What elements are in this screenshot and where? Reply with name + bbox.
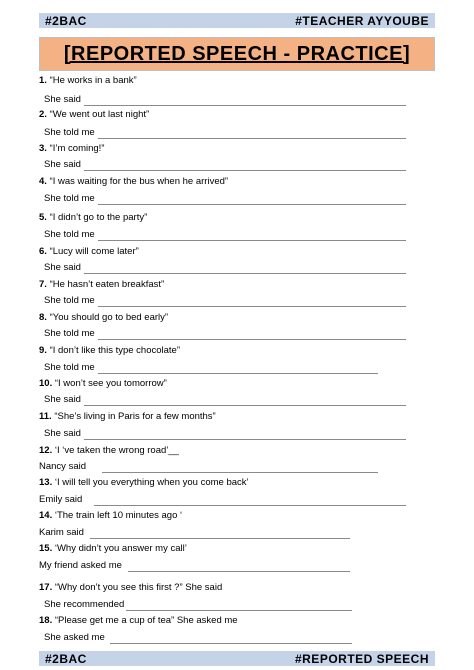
question-number: 8. [39,312,47,323]
question-number: 9. [39,345,47,356]
answer-line[interactable] [84,273,406,274]
answer-line[interactable] [98,373,378,374]
question-number: 18. [39,615,53,626]
answer-line[interactable] [98,204,406,205]
question-quote: “Please get me a cup of tea” She asked me [54,615,238,626]
question-number: 6. [39,246,47,257]
answer-label: She said [44,394,81,405]
question-number: 7. [39,279,47,290]
question-16 [39,582,222,594]
question-number: 3. [39,143,47,154]
question-quote: ‘I will tell you everything when you come back’ [54,477,249,488]
answer-line[interactable] [102,472,378,473]
answer-label: She said [44,262,81,273]
answer-line[interactable] [98,240,406,241]
question-quote: “I didn’t go to the party” [49,212,148,223]
question-number: 2. [39,109,47,120]
question-13 [39,477,249,489]
page-title: [REPORTED SPEECH - PRACTICE] [63,42,411,65]
answer-line[interactable] [84,105,406,106]
question-2 [39,109,149,121]
header-right: #TEACHER AYYOUBE [295,13,429,28]
answer-line[interactable] [84,439,406,440]
question-quote: “You should go to bed early” [49,312,169,323]
question-5 [39,212,147,224]
answer-label: She told me [44,362,95,373]
question-quote: “Why don’t you see this first ?” She said [54,582,223,593]
answer-line[interactable] [84,170,406,171]
question-number: 11. [39,411,52,422]
answer-label: She told me [44,328,95,339]
question-quote: ‘I ‘ve taken the wrong road’__ [54,445,179,456]
answer-label: She told me [44,127,95,138]
answer-line[interactable] [90,538,350,539]
question-1 [39,75,137,87]
answer-label: She recommended [44,599,125,610]
question-number: 15. [39,543,53,554]
answer-label: She told me [44,295,95,306]
question-quote: ‘The train left 10 minutes ago ‘ [54,510,183,521]
answer-label: She asked me [44,632,105,643]
question-17 [39,615,238,627]
question-8 [39,312,168,324]
question-11 [39,411,216,423]
answer-label: My friend asked me [39,560,122,571]
question-6 [39,246,139,258]
question-15 [39,543,187,555]
answer-line[interactable] [98,339,406,340]
header-band [39,13,435,28]
answer-label: Emily said [39,494,83,505]
question-quote: “I’m coming!” [49,143,105,154]
answer-line[interactable] [126,610,352,611]
header-left: #2BAC [45,13,87,28]
answer-label: She said [44,428,81,439]
answer-label: She said [44,94,81,105]
question-3 [39,143,104,155]
question-quote: “I was waiting for the bus when he arrived” [49,176,229,187]
question-quote: “He works in a bank” [49,75,137,86]
question-number: 13. [39,477,53,488]
question-4 [39,176,228,188]
question-number: 17. [39,582,53,593]
question-quote: “We went out last night” [49,109,150,120]
question-number: 12. [39,445,53,456]
question-10 [39,378,167,390]
answer-line[interactable] [98,138,406,139]
answer-label: She told me [44,229,95,240]
question-number: 14. [39,510,53,521]
question-12 [39,445,179,457]
answer-label: She said [44,159,81,170]
question-number: 1. [39,75,47,86]
answer-line[interactable] [84,405,406,406]
answer-line[interactable] [94,505,406,506]
question-number: 5. [39,212,47,223]
answer-label: Nancy said [39,461,86,472]
question-quote: “She’s living in Paris for a few months” [54,411,216,422]
answer-line[interactable] [110,643,352,644]
question-quote: “I won’t see you tomorrow” [54,378,167,389]
answer-line[interactable] [128,571,350,572]
question-quote: “Lucy will come later” [49,246,139,257]
footer-left: #2BAC [45,651,87,666]
question-quote: ‘Why didn’t you answer my call’ [54,543,187,554]
question-14 [39,510,182,522]
answer-line[interactable] [98,306,406,307]
question-9 [39,345,180,357]
question-number: 10. [39,378,53,389]
answer-label: Karim said [39,527,84,538]
question-number: 4. [39,176,47,187]
answer-label: She told me [44,193,95,204]
question-7 [39,279,164,291]
title-box [39,37,435,71]
question-quote: “He hasn’t eaten breakfast” [49,279,165,290]
footer-right: #REPORTED SPEECH [294,651,429,666]
footer-band [39,651,435,666]
question-quote: “I don’t like this type chocolate” [49,345,181,356]
